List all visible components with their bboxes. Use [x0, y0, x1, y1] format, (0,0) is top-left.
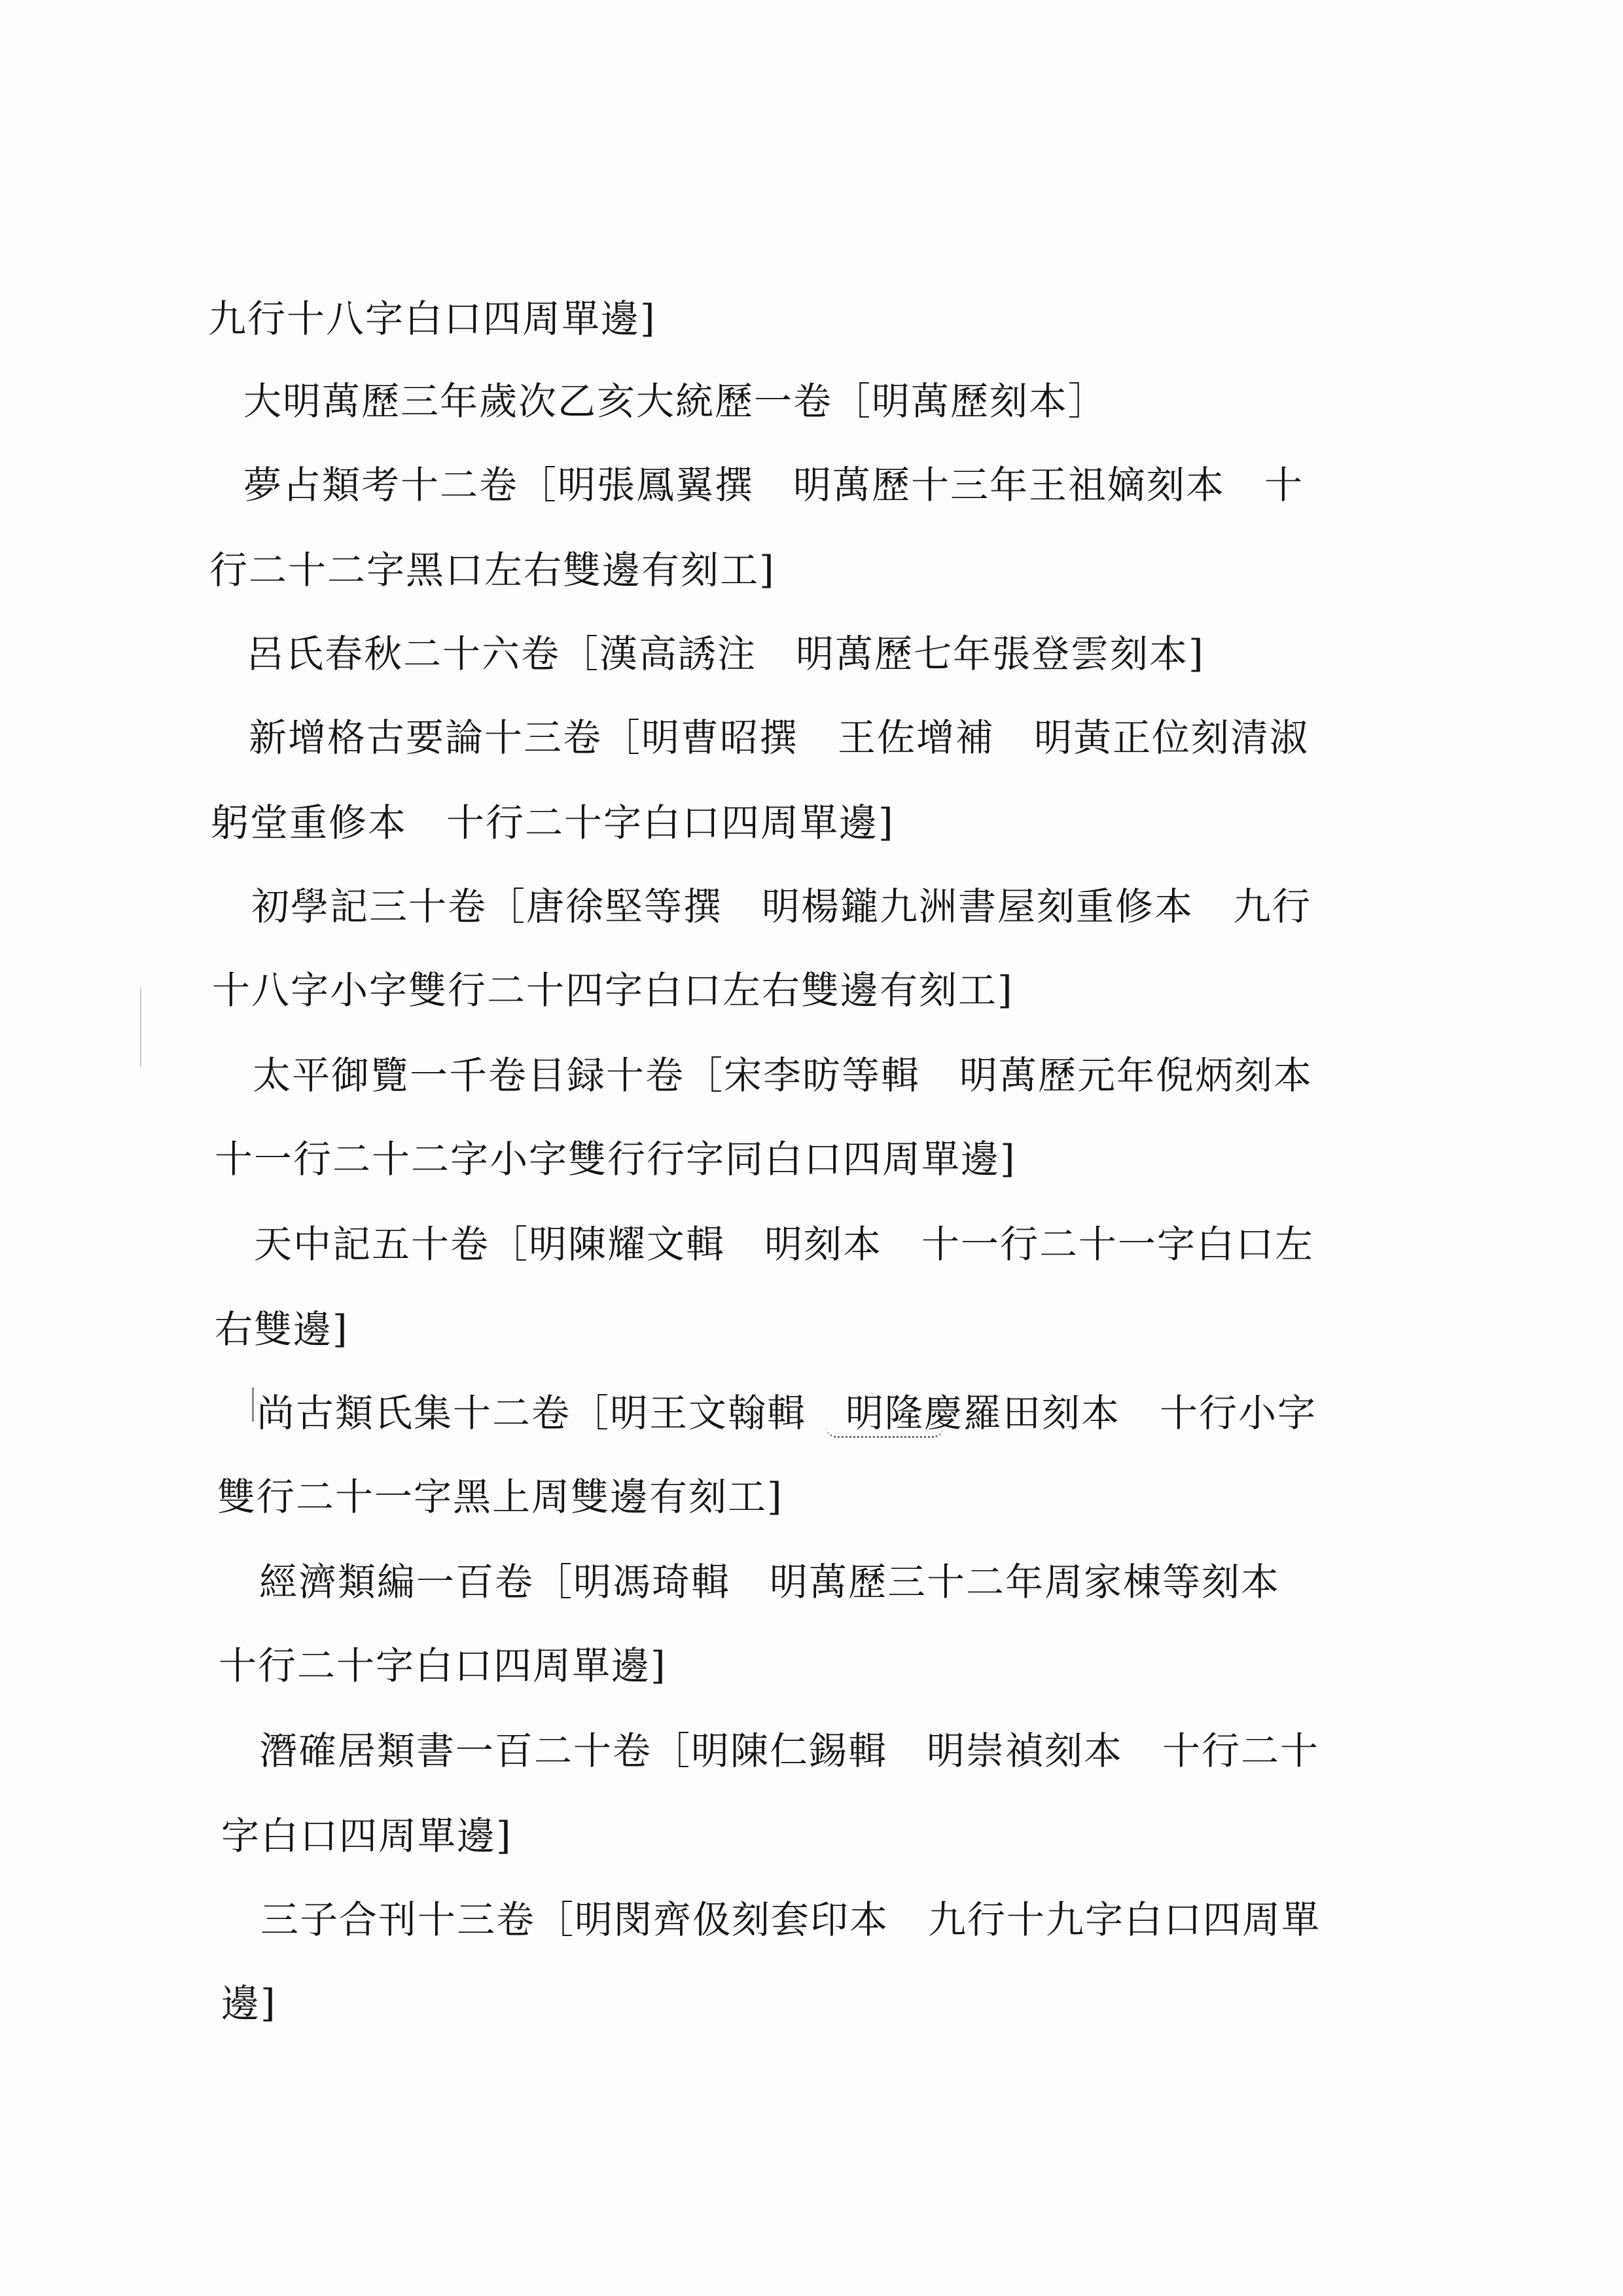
text-line: 九行十八字白口四周單邊]: [208, 296, 656, 341]
text-line: 雙行二十一字黑上周雙邊有刻工]: [217, 1475, 783, 1519]
text-line: 初學記三十卷［唐徐堅等撰 明楊鑨九洲書屋刻重修本 九行: [251, 884, 1312, 929]
text-line: 夢占類考十二卷［明張鳳翼撰 明萬歷十三年王祖嫡刻本 十: [243, 463, 1304, 507]
text-line: 三子合刊十三卷［明閔齊伋刻套印本 九行十九字白口四周單: [260, 1897, 1321, 1942]
text-line: 十八字小字雙行二十四字白口左右雙邊有刻工]: [212, 968, 1014, 1013]
text-line: 新增格古要論十三卷［明曹昭撰 王佐增補 明黃正位刻清淑: [249, 715, 1310, 760]
text-line: 天中記五十卷［明陳耀文輯 明刻本 十一行二十一字白口左: [254, 1222, 1315, 1266]
text-line: 字白口四周單邊]: [221, 1814, 512, 1858]
scan-artifact-line: [140, 988, 141, 1067]
text-line: 躬堂重修本 十行二十字白口四周單邊]: [211, 800, 895, 845]
text-line: 尚古類氏集十二卷［明王文翰輯 明隆慶羅田刻本 十行小字: [257, 1391, 1317, 1435]
text-line: 太平御覽一千卷目録十卷［宋李昉等輯 明萬歷元年倪炳刻本: [253, 1053, 1313, 1098]
text-line: 十行二十字白口四周單邊]: [219, 1643, 667, 1688]
text-line: 大明萬歷三年歲次乙亥大統歷一卷［明萬歷刻本］: [243, 379, 1108, 423]
text-line: 潛確居類書一百二十卷［明陳仁錫輯 明崇禎刻本 十行二十: [259, 1729, 1320, 1773]
text-line: 右雙邊]: [215, 1307, 349, 1352]
text-line: 呂氏春秋二十六卷［漢高誘注 明萬歷七年張登雲刻本]: [246, 632, 1205, 676]
text-line: 邊]: [221, 1981, 277, 2026]
text-line: 十一行二十二字小字雙行行字同白口四周單邊]: [215, 1137, 1016, 1181]
text-line: 行二十二字黑口左右雙邊有刻工]: [209, 548, 776, 592]
text-line: 經濟類編一百卷［明馮琦輯 明萬歷三十二年周家棟等刻本: [259, 1560, 1281, 1604]
scan-artifact-tick: [252, 1388, 254, 1422]
